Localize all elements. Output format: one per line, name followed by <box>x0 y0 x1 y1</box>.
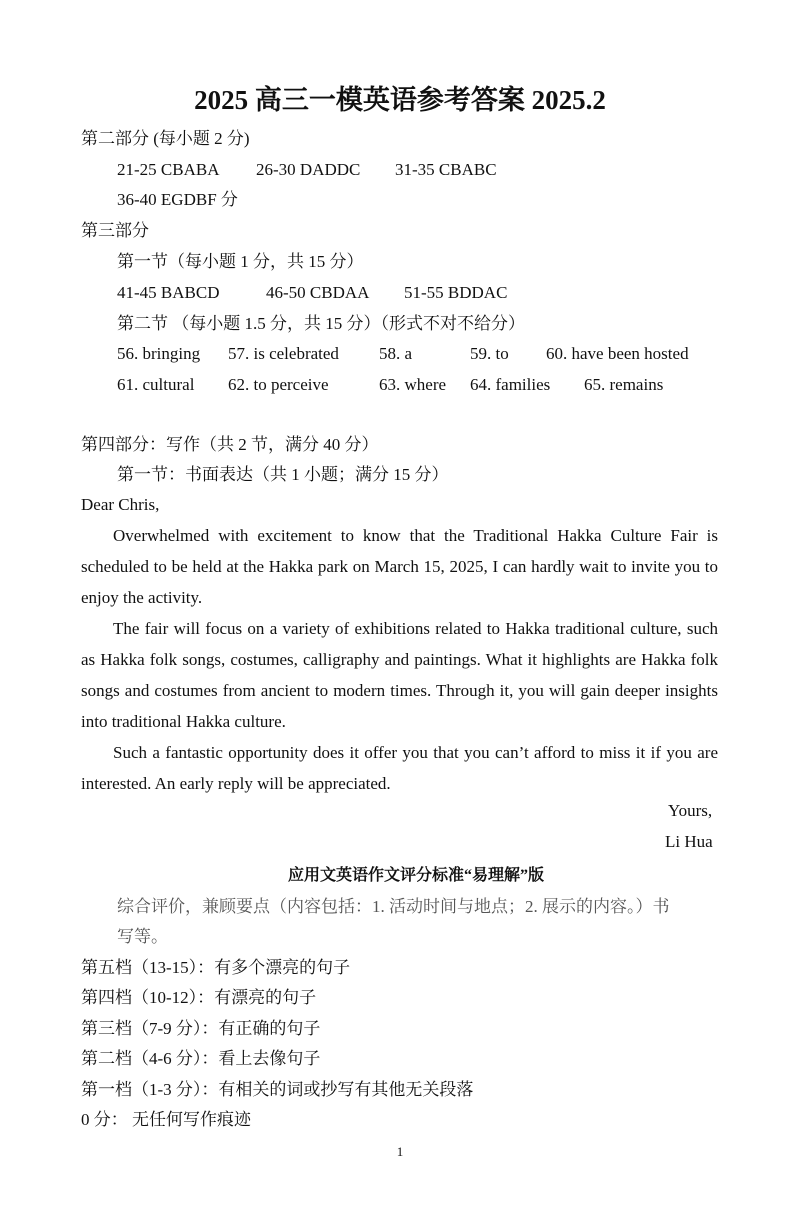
letter-signature: Li Hua <box>665 832 713 851</box>
answer-61: 61. cultural <box>117 375 195 394</box>
answers-21-25: 21-25 CBABA <box>117 160 220 179</box>
part4-section1-heading: 第一节：书面表达（共 1 小题；满分 15 分） <box>117 465 449 484</box>
answer-63: 63. where <box>379 375 447 394</box>
part4-heading: 第四部分：写作（共 2 节，满分 40 分） <box>81 435 379 454</box>
answers-46-50: 46-50 CBDAA <box>266 283 370 302</box>
answers-26-30: 26-30 DADDC <box>256 160 361 179</box>
answer-59: 59. to <box>470 344 509 363</box>
answer-58: 58. a <box>379 344 413 363</box>
part3-section1-heading: 第一节（每小题 1 分，共 15 分） <box>117 252 364 271</box>
rubric-intro-line1: 综合评价，兼顾要点（内容包括：1. 活动时间与地点；2. 展示的内容。）书 <box>117 897 670 916</box>
page-title: 2025 高三一模英语参考答案 2025.2 <box>194 85 606 115</box>
rubric-level-2: 第二档（4-6 分）：看上去像句子 <box>81 1049 321 1068</box>
part2-heading: 第二部分 (每小题 2 分) <box>81 129 250 148</box>
part3-section2-heading: 第二节 （每小题 1.5 分，共 15 分）（形式不对不给分） <box>117 314 525 333</box>
answers-31-35: 31-35 CBABC <box>395 160 497 179</box>
answers-51-55: 51-55 BDDAC <box>404 283 508 302</box>
answer-62: 62. to perceive <box>228 375 329 394</box>
rubric-level-1: 第一档（1-3 分）：有相关的词或抄写有其他无关段落 <box>81 1080 474 1099</box>
answer-60: 60. have been hosted <box>546 344 689 363</box>
rubric-heading: 应用文英语作文评分标准“易理解”版 <box>288 867 545 884</box>
rubric-level-3: 第三档（7-9 分）：有正确的句子 <box>81 1019 321 1038</box>
answer-65: 65. remains <box>584 375 664 394</box>
rubric-intro-line2: 写等。 <box>117 927 168 946</box>
letter-paragraph-1: Overwhelmed with excitement to know that the Traditional Hakka Culture Fair is scheduled to be held at the Hakka park on March 15, 2025, I can hardly wait to invite you to enjoy the activity. <box>81 526 718 607</box>
answers-36-40: 36-40 EGDBF 分 <box>117 190 238 209</box>
answer-64: 64. families <box>470 375 551 394</box>
answers-41-45: 41-45 BABCD <box>117 283 220 302</box>
page-number: 1 <box>396 1144 404 1159</box>
rubric-level-4: 第四档（10-12）：有漂亮的句子 <box>81 988 317 1007</box>
answer-57: 57. is celebrated <box>228 344 339 363</box>
rubric-level-0: 0 分： 无任何写作痕迹 <box>81 1110 251 1129</box>
letter-closing: Yours, <box>668 801 713 820</box>
letter-greeting: Dear Chris, <box>81 495 160 514</box>
part3-heading: 第三部分 <box>81 221 149 240</box>
letter-paragraph-3: Such a fantastic opportunity does it offer you that you can’t afford to miss it if you are interested. An early reply will be appreciated. <box>81 743 718 793</box>
letter-body <box>81 520 718 799</box>
rubric-level-5: 第五档（13-15）：有多个漂亮的句子 <box>81 958 351 977</box>
answer-56: 56. bringing <box>117 344 201 363</box>
letter-paragraph-2: The fair will focus on a variety of exhibitions related to Hakka traditional culture, such as Hakka folk songs, costumes, calligraphy and paintings. What it highlights are Hakka folk songs and costumes from ancient to modern times. Through it, you will gain deeper insights into traditional Hakka culture. <box>81 619 718 731</box>
